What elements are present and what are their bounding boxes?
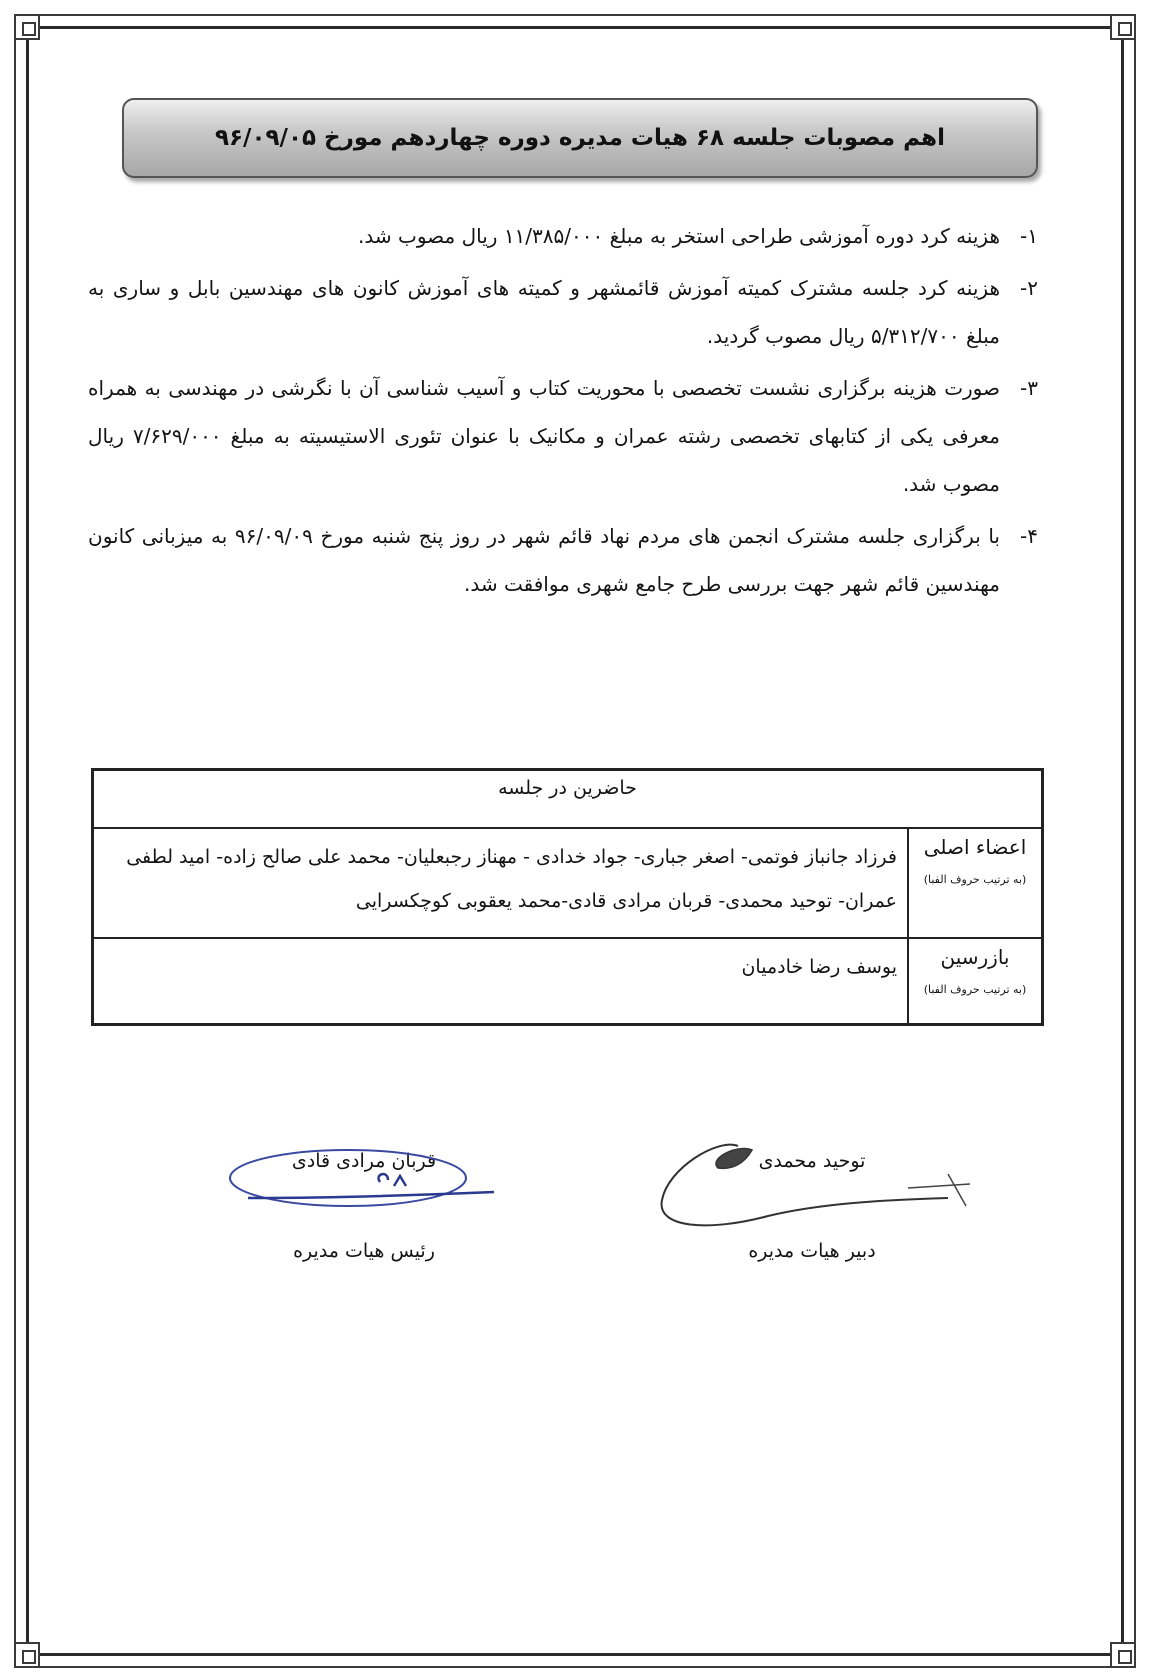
resolution-item xyxy=(88,212,1038,260)
border-corner-ornament xyxy=(14,1642,40,1668)
border-corner-ornament xyxy=(14,14,40,40)
resolution-number: ۱- xyxy=(1020,224,1038,248)
role-label: بازرسین xyxy=(940,945,1010,969)
border-corner-ornament xyxy=(1110,14,1136,40)
role-cell xyxy=(908,828,1043,938)
attendance-table xyxy=(91,768,1044,1026)
resolution-text: صورت هزینه برگزاری نشست تخصصی با محوریت کتاب و آسیب شناسی آن با نگرشی در مهندسی به همراه معرفی یکی از کتابهای تخصصی رشته عمران و مکانیک با عنوان تئوری الاستیسیته به مبلغ ۷/۶۲۹/۰۰۰ ریال مصوب شد. xyxy=(88,376,1000,496)
resolution-text: با برگزاری جلسه مشترک انجمن های مردم نهاد قائم شهر در روز پنج شنبه مورخ ۹۶/۰۹/۰۹ به میزبانی کانون مهندسین قائم شهر جهت بررسی طرح جامع شهری موافقت شد. xyxy=(88,524,1000,596)
resolution-number: ۳- xyxy=(1020,376,1038,400)
resolution-text: هزینه کرد دوره آموزشی طراحی استخر به مبلغ ۱۱/۳۸۵/۰۰۰ ریال مصوب شد. xyxy=(358,224,1000,248)
table-row xyxy=(93,938,1043,1025)
resolutions-list xyxy=(88,212,1038,612)
resolution-text: هزینه کرد جلسه مشترک کمیته آموزش قائمشهر و کمیته های آموزش کانون های مهندسین بابل و ساری به مبلغ ۵/۳۱۲/۷۰۰ ریال مصوب گردید. xyxy=(88,276,1000,348)
inspector-names: یوسف رضا خادمیان xyxy=(93,938,909,1025)
table-header-row xyxy=(93,770,1043,829)
handwritten-signature-chairman xyxy=(228,1140,508,1220)
resolution-item xyxy=(88,512,1038,608)
signer-name: توحید محمدی xyxy=(758,1150,866,1172)
signer-role: دبیر هیات مدیره xyxy=(748,1240,876,1262)
document-title: اهم مصوبات جلسه ۶۸ هیات مدیره دوره چهاردهم مورخ ۹۶/۰۹/۰۵ xyxy=(122,98,1038,178)
role-label: اعضاء اصلی xyxy=(923,835,1027,859)
resolution-number: ۴- xyxy=(1020,524,1038,548)
resolution-item xyxy=(88,364,1038,508)
table-row xyxy=(93,828,1043,938)
role-note: (به ترتیب حروف الفبا) xyxy=(923,873,1027,886)
signer-name: قربان مرادی قادی xyxy=(291,1150,437,1172)
resolution-item xyxy=(88,264,1038,360)
border-corner-ornament xyxy=(1110,1642,1136,1668)
role-cell xyxy=(908,938,1043,1025)
signer-role: رئیس هیات مدیره xyxy=(293,1240,435,1262)
handwritten-signature-secretary xyxy=(648,1128,988,1248)
attendee-names: فرزاد جانباز فوتمی- اصغر جباری- جواد خدادی - مهناز رجبعلیان- محمد علی صالح زاده- امید لطفی عمران- توحید محمدی- قربان مرادی قادی-محمد یعقوبی کوچکسرایی xyxy=(93,828,909,938)
resolution-number: ۲- xyxy=(1020,276,1038,300)
attendance-title: حاضرین در جلسه xyxy=(93,770,1043,829)
role-note: (به ترتیب حروف الفبا) xyxy=(923,983,1027,996)
